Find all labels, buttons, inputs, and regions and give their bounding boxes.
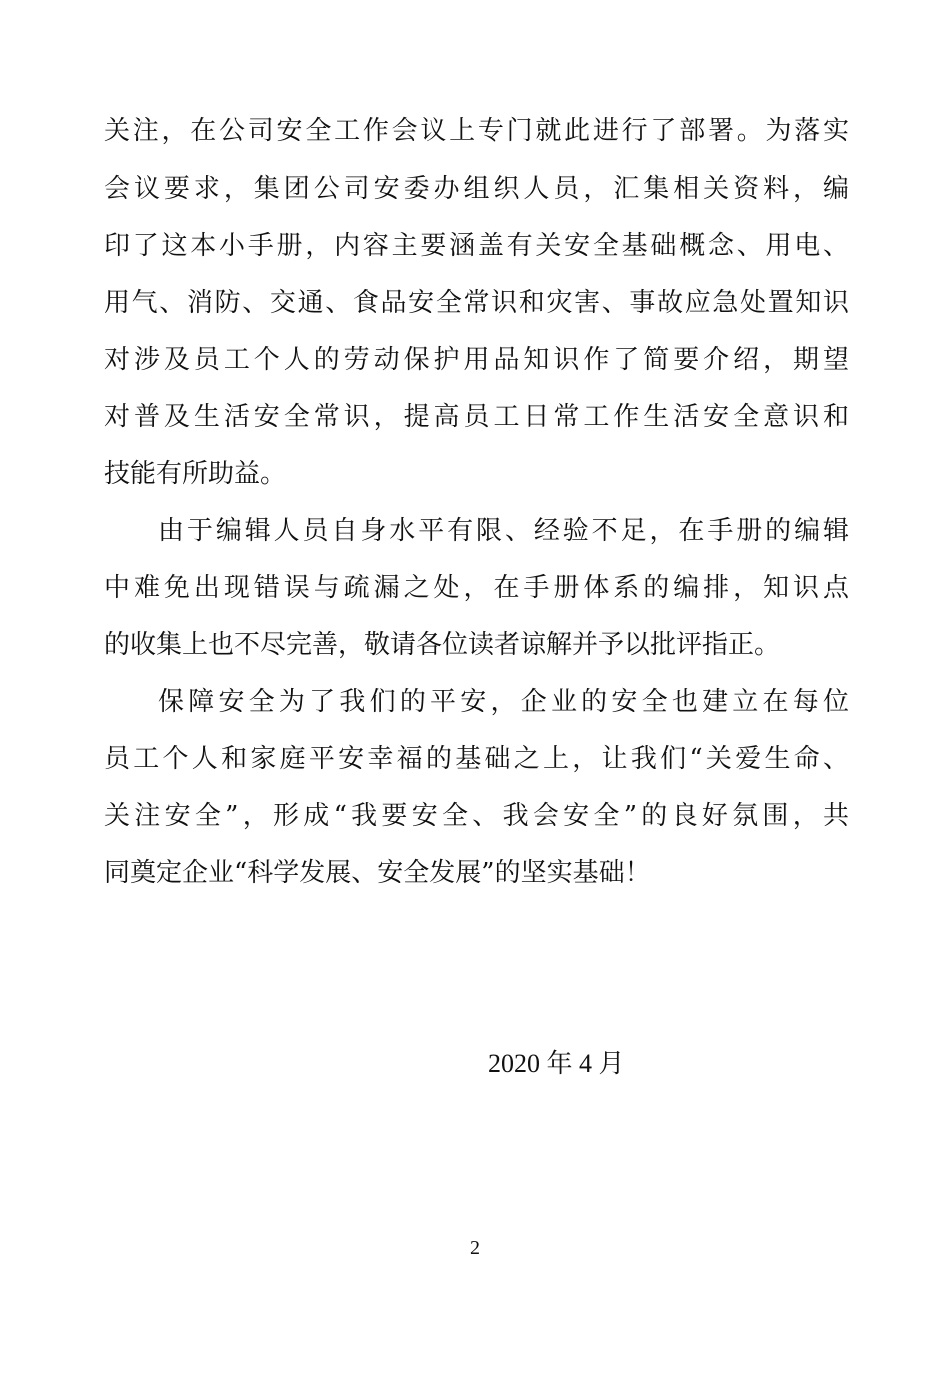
paragraph-1-line-1: 关注，在公司安全工作会议上专门就此进行了部署。为落实 [104,116,849,146]
paragraph-2-line-3: 的收集上也不尽完善，敬请各位读者谅解并予以批评指正。 [104,630,781,660]
paragraph-3-line-4: 同奠定企业“科学发展、安全发展”的坚实基础！ [104,858,651,888]
paragraph-1-line-4: 用气、消防、交通、食品安全常识和灾害、事故应急处置知识 [104,288,849,318]
paragraph-1-line-5: 对涉及员工个人的劳动保护用品知识作了简要介绍，期望 [104,345,849,375]
paragraph-1-line-2: 会议要求，集团公司安委办组织人员，汇集相关资料，编 [104,174,849,204]
paragraph-1-line-3: 印了这本小手册，内容主要涵盖有关安全基础概念、用电、 [104,231,849,261]
paragraph-3-line-2: 员工个人和家庭平安幸福的基础之上，让我们“关爱生命、 [104,744,849,774]
paragraph-1-line-6: 对普及生活安全常识，提高员工日常工作生活安全意识和 [104,402,849,432]
page-number: 2 [470,1237,480,1259]
document-date: 2020 年 4 月 [488,1049,625,1078]
paragraph-3-line-3: 关注安全”，形成“我要安全、我会安全”的良好氛围，共 [104,801,849,831]
paragraph-1-line-7: 技能有所助益。 [104,459,287,489]
paragraph-3-line-1: 保障安全为了我们的平安，企业的安全也建立在每位 [158,687,849,717]
paragraph-2-line-1: 由于编辑人员自身水平有限、经验不足，在手册的编辑 [158,516,849,546]
paragraph-2-line-2: 中难免出现错误与疏漏之处，在手册体系的编排，知识点 [104,573,849,603]
